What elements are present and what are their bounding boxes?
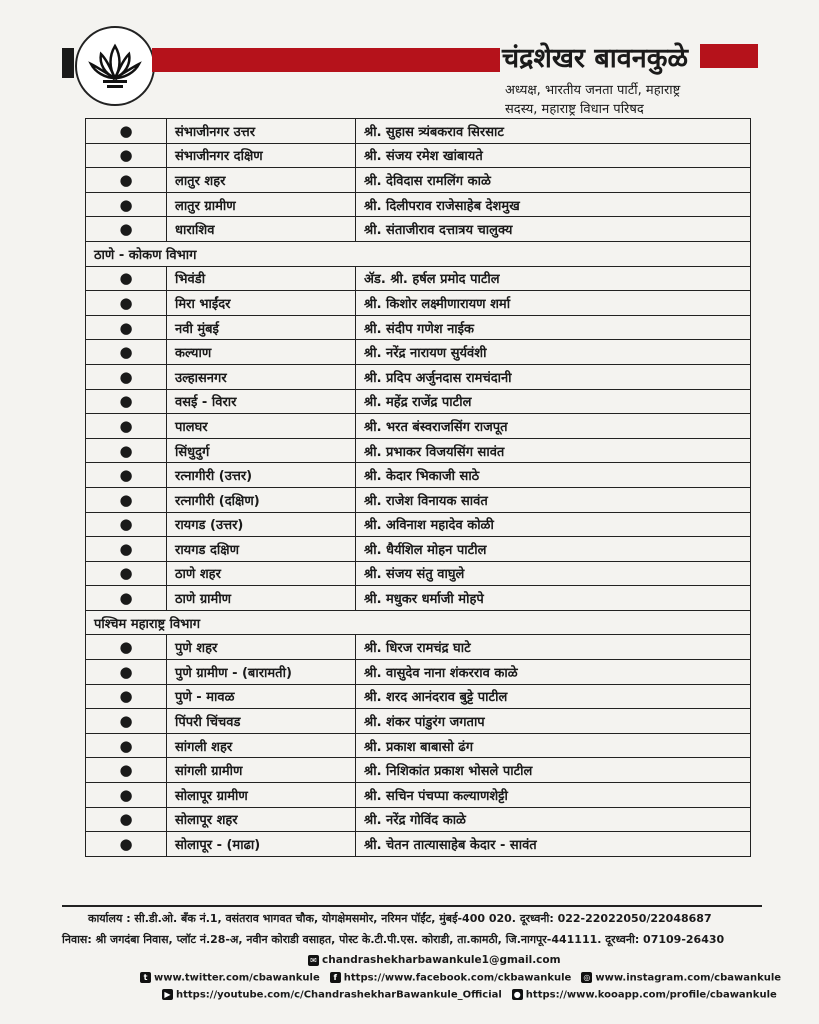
area-name: पिंपरी चिंचवड (167, 709, 356, 734)
bullet-icon: ● (86, 389, 167, 414)
table-row (86, 487, 751, 512)
bullet-icon: ● (86, 561, 167, 586)
table-row (86, 586, 751, 611)
table-row (86, 364, 751, 389)
table-row (86, 832, 751, 857)
area-name: पुणे शहर (167, 635, 356, 660)
person-name: ॲड. श्री. हर्षल प्रमोद पाटील (356, 266, 751, 291)
table-row (86, 783, 751, 808)
bullet-icon: ● (86, 684, 167, 709)
area-name: सोलापूर ग्रामीण (167, 783, 356, 808)
leader-name: चंद्रशेखर बावनकुळे (502, 43, 689, 74)
area-name: संभाजीनगर दक्षिण (167, 143, 356, 168)
bullet-icon: ● (86, 733, 167, 758)
residence-address: निवास: श्री जगदंबा निवास, प्लॉट नं.28-अ, नवीन कोराडी वसाहत, पोस्ट के.टी.पी.एस. कोराडी, ता.कामठी, जि.नागपूर-441111. दूरध्वनी: 07109-26430 (62, 933, 725, 946)
area-name: भिवंडी (167, 266, 356, 291)
area-name: रायगड दक्षिण (167, 537, 356, 562)
area-name: ठाणे शहर (167, 561, 356, 586)
person-name: श्री. शंकर पांडुरंग जगताप (356, 709, 751, 734)
person-name: श्री. मधुकर धर्माजी मोहपे (356, 586, 751, 611)
social-link-text[interactable]: https://www.facebook.com/ckbawankule (343, 972, 572, 984)
designation-president: अध्यक्ष, भारतीय जनता पार्टी, महाराष्ट्र (505, 83, 681, 98)
area-name: संभाजीनगर उत्तर (167, 119, 356, 144)
table-row (86, 635, 751, 660)
table-row (86, 217, 751, 242)
social-links-row1 (140, 972, 781, 984)
area-name: सिंधुदुर्ग (167, 438, 356, 463)
bullet-icon: ● (86, 783, 167, 808)
area-name: सोलापूर शहर (167, 807, 356, 832)
area-name: ठाणे ग्रामीण (167, 586, 356, 611)
designation-member: सदस्य, महाराष्ट्र विधान परिषद (505, 102, 644, 117)
section-row (86, 241, 751, 266)
facebook-icon: f (330, 972, 341, 983)
person-name: श्री. अविनाश महादेव कोळी (356, 512, 751, 537)
bullet-icon: ● (86, 660, 167, 685)
table-row (86, 315, 751, 340)
table-row (86, 389, 751, 414)
person-name: श्री. किशोर लक्ष्मीणारायण शर्मा (356, 291, 751, 316)
area-name: नवी मुंबई (167, 315, 356, 340)
bullet-icon: ● (86, 463, 167, 488)
social-link-text[interactable]: https://www.kooapp.com/profile/cbawankule (525, 989, 777, 1001)
person-name: श्री. केदार भिकाजी साठे (356, 463, 751, 488)
person-name: श्री. संदीप गणेश नाईक (356, 315, 751, 340)
area-name: सांगली शहर (167, 733, 356, 758)
person-name: श्री. सचिन पंचप्पा कल्याणशेट्टी (356, 783, 751, 808)
table-row (86, 561, 751, 586)
person-name: श्री. दिलीपराव राजेसाहेब देशमुख (356, 192, 751, 217)
lotus-logo (75, 26, 155, 106)
bullet-icon: ● (86, 807, 167, 832)
person-name: श्री. प्रदिप अर्जुनदास रामचंदानी (356, 364, 751, 389)
bullet-icon: ● (86, 340, 167, 365)
bullet-icon: ● (86, 438, 167, 463)
table-row (86, 660, 751, 685)
section-title: ठाणे - कोकण विभाग (86, 241, 751, 266)
bullet-icon: ● (86, 266, 167, 291)
bullet-icon: ● (86, 414, 167, 439)
header-red-bar-right (700, 44, 758, 68)
person-name: श्री. नरेंद्र नारायण सुर्यवंशी (356, 340, 751, 365)
person-name: श्री. प्रभाकर विजयसिंग सावंत (356, 438, 751, 463)
bullet-icon: ● (86, 217, 167, 242)
table-row (86, 438, 751, 463)
person-name: श्री. महेंद्र राजेंद्र पाटील (356, 389, 751, 414)
table-row (86, 537, 751, 562)
person-name: श्री. भरत बंस्वराजसिंग राजपूत (356, 414, 751, 439)
table-row (86, 684, 751, 709)
section-title: पश्चिम महाराष्ट्र विभाग (86, 610, 751, 635)
social-link[interactable] (162, 989, 502, 1001)
bullet-icon: ● (86, 291, 167, 316)
person-name: श्री. चेतन तात्यासाहेब केदार - सावंत (356, 832, 751, 857)
area-name: कल्याण (167, 340, 356, 365)
bullet-icon: ● (86, 537, 167, 562)
mail-icon: ✉ (308, 955, 319, 966)
koo-icon: ● (512, 989, 523, 1000)
social-link[interactable] (512, 989, 777, 1001)
person-name: श्री. धिरज रामचंद्र घाटे (356, 635, 751, 660)
social-link[interactable] (330, 972, 572, 984)
social-link-text[interactable]: www.twitter.com/cbawankule (154, 972, 320, 984)
area-name: पुणे - मावळ (167, 684, 356, 709)
area-name: मिरा भाईंदर (167, 291, 356, 316)
bullet-icon: ● (86, 364, 167, 389)
area-name: लातुर शहर (167, 168, 356, 193)
social-links-row2 (162, 989, 777, 1001)
email-text[interactable]: chandrashekharbawankule1@gmail.com (322, 954, 561, 966)
social-link[interactable] (581, 972, 781, 984)
area-name: सांगली ग्रामीण (167, 758, 356, 783)
bullet-icon: ● (86, 709, 167, 734)
twitter-icon: t (140, 972, 151, 983)
table-row (86, 709, 751, 734)
email[interactable] (308, 954, 561, 966)
area-name: लातुर ग्रामीण (167, 192, 356, 217)
table-row (86, 168, 751, 193)
area-name: धाराशिव (167, 217, 356, 242)
person-name: श्री. निशिकांत प्रकाश भोसले पाटील (356, 758, 751, 783)
person-name: श्री. संजय रमेश खांबायते (356, 143, 751, 168)
bullet-icon: ● (86, 192, 167, 217)
table-row (86, 463, 751, 488)
youtube-icon: ▶ (162, 989, 173, 1000)
area-name: रत्नागीरी (उत्तर) (167, 463, 356, 488)
table-row (86, 192, 751, 217)
person-name: श्री. संजय संतु वाघुले (356, 561, 751, 586)
table-row (86, 512, 751, 537)
person-name: श्री. सुहास त्र्यंबकराव सिरसाट (356, 119, 751, 144)
bullet-icon: ● (86, 143, 167, 168)
bullet-icon: ● (86, 168, 167, 193)
table-row (86, 119, 751, 144)
instagram-icon: ◎ (581, 972, 592, 983)
table-row (86, 414, 751, 439)
social-link[interactable] (140, 972, 320, 984)
area-name: वसई - विरार (167, 389, 356, 414)
header-left-bar (62, 48, 74, 78)
bullet-icon: ● (86, 832, 167, 857)
office-address: कार्यालय : सी.डी.ओ. बँक नं.1, वसंतराव भागवत चौक, योगक्षेमसमोर, नरिमन पॉईंट, मुंबई-400 020. दूरध्वनी: 022-22022050/22048687 (88, 912, 712, 925)
bullet-icon: ● (86, 315, 167, 340)
section-row (86, 610, 751, 635)
area-name: रायगड (उत्तर) (167, 512, 356, 537)
area-name: सोलापूर - (माढा) (167, 832, 356, 857)
table-row (86, 733, 751, 758)
table-row (86, 340, 751, 365)
person-name: श्री. प्रकाश बाबासो ढंग (356, 733, 751, 758)
person-name: श्री. संताजीराव दत्तात्रय चालुक्य (356, 217, 751, 242)
person-name: श्री. देविदास रामलिंग काळे (356, 168, 751, 193)
header-red-bar (152, 48, 500, 72)
table-row (86, 266, 751, 291)
appointments-table (85, 118, 751, 857)
area-name: उल्हासनगर (167, 364, 356, 389)
social-link-text[interactable]: www.instagram.com/cbawankule (595, 972, 782, 984)
bullet-icon: ● (86, 512, 167, 537)
lotus-icon (87, 40, 143, 92)
person-name: श्री. नरेंद्र गोविंद काळे (356, 807, 751, 832)
table-row (86, 758, 751, 783)
bullet-icon: ● (86, 487, 167, 512)
footer-divider (62, 905, 762, 907)
area-name: रत्नागीरी (दक्षिण) (167, 487, 356, 512)
bullet-icon: ● (86, 586, 167, 611)
bullet-icon: ● (86, 758, 167, 783)
bullet-icon: ● (86, 635, 167, 660)
person-name: श्री. वासुदेव नाना शंकरराव काळे (356, 660, 751, 685)
bullet-icon: ● (86, 119, 167, 144)
table-row (86, 807, 751, 832)
social-link-text[interactable]: https://youtube.com/c/ChandrashekharBawankule_Official (176, 989, 502, 1001)
area-name: पुणे ग्रामीण - (बारामती) (167, 660, 356, 685)
table-row (86, 291, 751, 316)
person-name: श्री. धैर्यशिल मोहन पाटील (356, 537, 751, 562)
table-row (86, 143, 751, 168)
person-name: श्री. राजेश विनायक सावंत (356, 487, 751, 512)
person-name: श्री. शरद आनंदराव बुट्टे पाटील (356, 684, 751, 709)
area-name: पालघर (167, 414, 356, 439)
